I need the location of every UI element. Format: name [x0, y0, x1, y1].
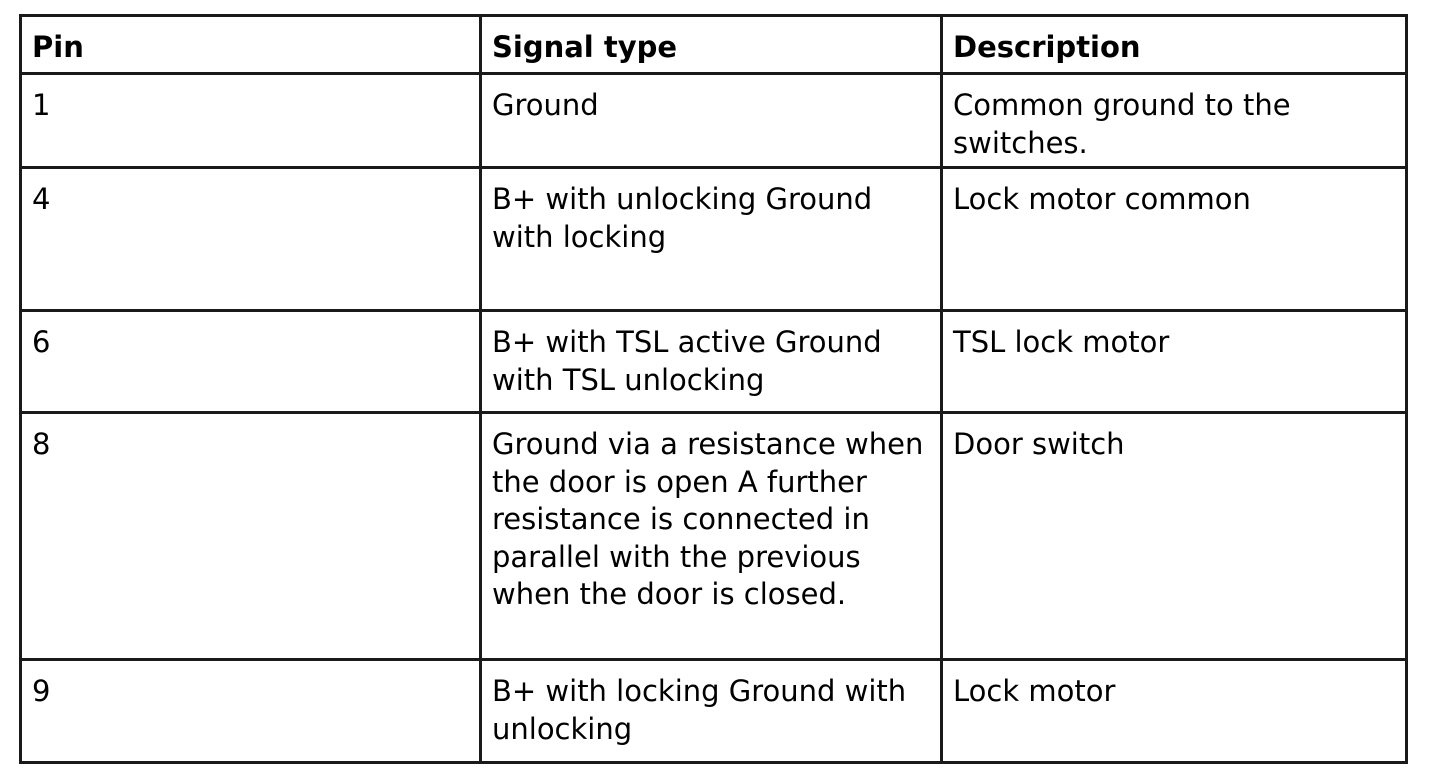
description-cell: Lock motor: [942, 660, 1407, 763]
table-row: [21, 311, 1407, 413]
description-cell: Door switch: [942, 413, 1407, 660]
description-cell: Lock motor common: [942, 168, 1407, 311]
table-row: [21, 660, 1407, 763]
signal-type-cell: Ground: [481, 74, 942, 168]
signal-type-cell: B+ with unlocking Ground with locking: [481, 168, 942, 311]
signal-type-cell: B+ with TSL active Ground with TSL unlocking: [481, 311, 942, 413]
description-cell: TSL lock motor: [942, 311, 1407, 413]
table-row: [21, 413, 1407, 660]
signal-type-cell: B+ with locking Ground with unlocking: [481, 660, 942, 763]
pin-cell: 8: [21, 413, 481, 660]
header-pin: Pin: [21, 16, 481, 74]
header-signal-type: Signal type: [481, 16, 942, 74]
pin-cell: 6: [21, 311, 481, 413]
signal-type-cell: Ground via a resistance when the door is open A further resistance is connected in parallel with the previous when the door is closed.: [481, 413, 942, 660]
pin-cell: 4: [21, 168, 481, 311]
description-cell: Common ground to the switches.: [942, 74, 1407, 168]
pin-cell: 9: [21, 660, 481, 763]
table-header-row: [21, 16, 1407, 74]
header-description: Description: [942, 16, 1407, 74]
table-row: [21, 168, 1407, 311]
table-row: [21, 74, 1407, 168]
pin-signal-table: [19, 14, 1408, 764]
pin-cell: 1: [21, 74, 481, 168]
